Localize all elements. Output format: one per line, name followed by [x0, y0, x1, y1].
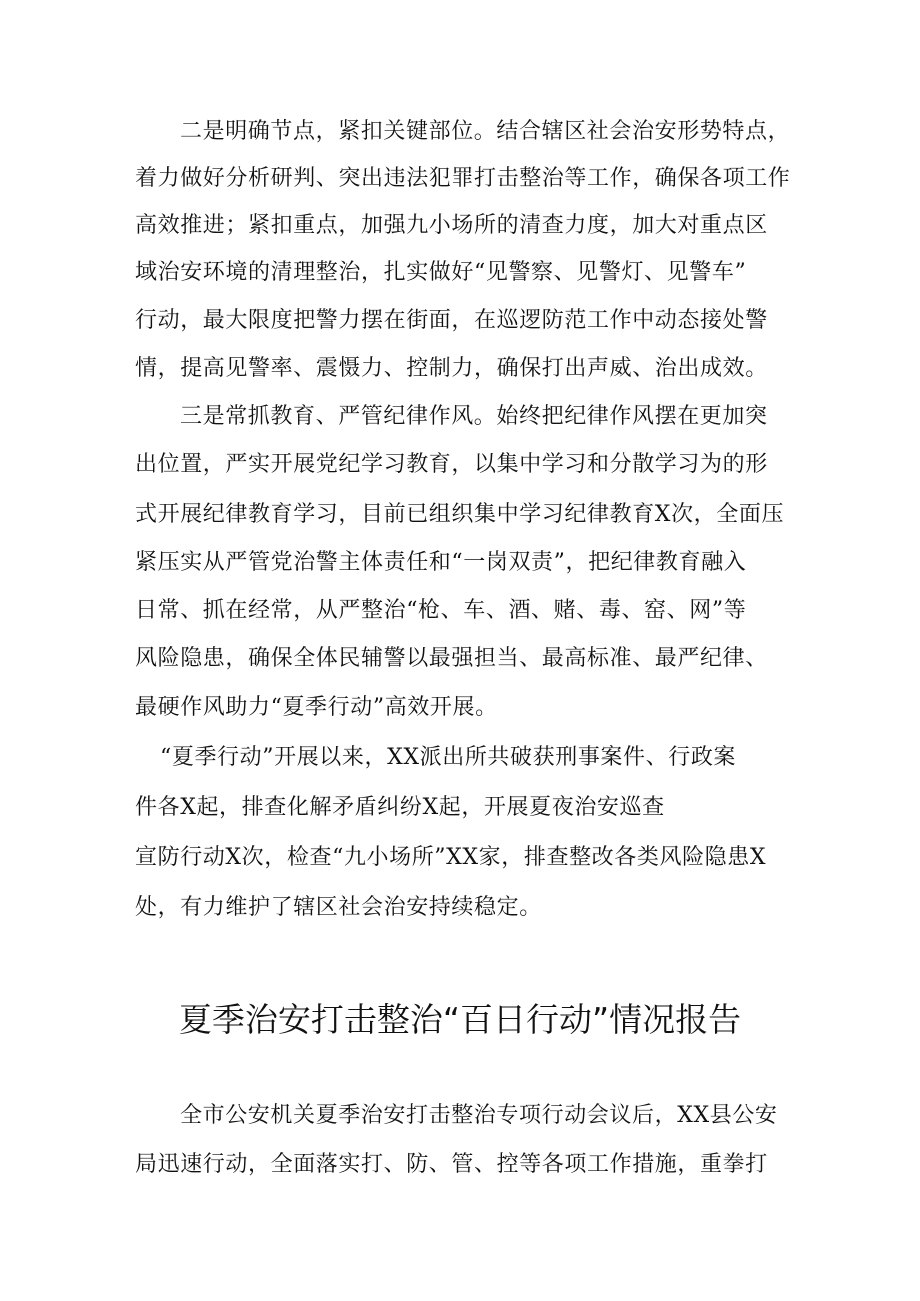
text-line: 式开展纪律教育学习，目前已组织集中学习纪律教育X次，全面压 [135, 502, 785, 527]
text-line: 高效推进；紧扣重点，加强九小场所的清查力度，加大对重点区 [135, 213, 768, 238]
text-line: 件各X起，排查化解矛盾纠纷X起，开展夏夜治安巡查 [135, 795, 665, 820]
text-line: 域治安环境的清理整治，扎实做好“见警察、见警灯、见警车” [135, 260, 747, 285]
text-line: 情，提高见警率、震慑力、控制力，确保打出声威、治出成效。 [135, 356, 768, 381]
text-line: 全市公安机关夏季治安打击整治专项行动会议后，XX县公安 [180, 1103, 778, 1128]
text-line: 着力做好分析研判、突出违法犯罪打击整治等工作，确保各项工作 [135, 166, 791, 191]
text-line: 日常、抓在经常，从严整治“枪、车、酒、赌、毒、窑、网”等 [135, 598, 747, 623]
text-line: 最硬作风助力“夏季行动”高效开展。 [135, 695, 498, 720]
text-line: 出位置，严实开展党纪学习教育，以集中学习和分散学习为的形 [135, 452, 768, 477]
text-line: 局迅速行动，全面落实打、防、管、控等各项工作措施，重拳打 [135, 1152, 768, 1177]
text-line: 紧压实从严管党治警主体责任和“一岗双责”，把纪律教育融入 [135, 550, 747, 575]
text-line: 三是常抓教育、严管纪律作风。始终把纪律作风摆在更加突 [180, 404, 768, 429]
text-line: 风险隐患，确保全体民辅警以最强担当、最高标准、最严纪律、 [135, 646, 768, 671]
text-line: “夏季行动”开展以来，XX派出所共破获刑事案件、行政案 [160, 745, 737, 770]
text-line: 二是明确节点，紧扣关键部位。结合辖区社会治安形势特点， [180, 119, 791, 144]
text-line: 处，有力维护了辖区社会治安持续稳定。 [135, 895, 542, 920]
text-line: 行动，最大限度把警力摆在街面，在巡逻防范工作中动态接处警 [135, 308, 768, 333]
text-line: 宣防行动X次，检查“九小场所”XX家，排查整改各类风险隐患X [135, 845, 767, 870]
report-title: 夏季治安打击整治“百日行动”情况报告 [178, 1000, 742, 1039]
